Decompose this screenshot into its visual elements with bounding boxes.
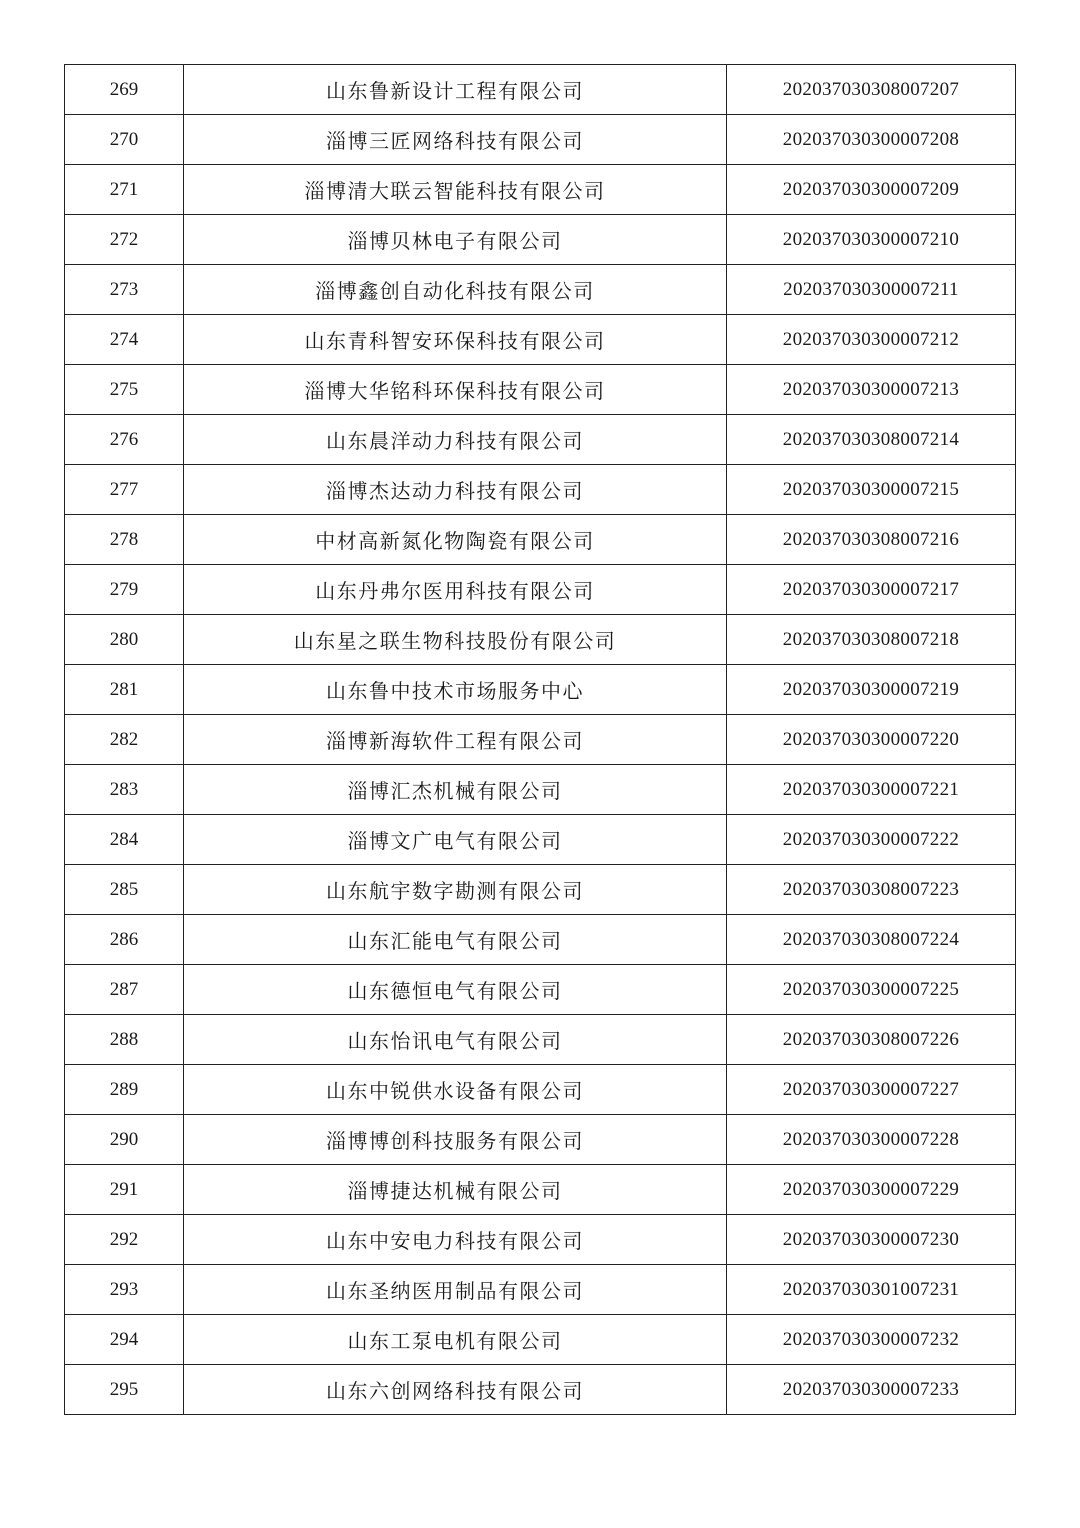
table-row [65, 415, 1016, 465]
table-row [65, 1265, 1016, 1315]
table-row [65, 1365, 1016, 1415]
registration-code: 202037030300007228 [727, 1115, 1016, 1165]
company-name: 山东晨洋动力科技有限公司 [184, 415, 727, 465]
table-row [65, 165, 1016, 215]
registration-code: 202037030300007220 [727, 715, 1016, 765]
company-name: 山东青科智安环保科技有限公司 [184, 315, 727, 365]
registration-code: 202037030308007207 [727, 65, 1016, 115]
registration-code: 202037030308007216 [727, 515, 1016, 565]
registration-code: 202037030300007227 [727, 1065, 1016, 1115]
row-number: 270 [65, 115, 184, 165]
registration-code: 202037030300007213 [727, 365, 1016, 415]
registration-code: 202037030301007231 [727, 1265, 1016, 1315]
table-row [65, 815, 1016, 865]
row-number: 291 [65, 1165, 184, 1215]
table-row [65, 315, 1016, 365]
table-row [65, 1165, 1016, 1215]
company-name: 淄博博创科技服务有限公司 [184, 1115, 727, 1165]
registration-code: 202037030300007217 [727, 565, 1016, 615]
company-name: 山东中安电力科技有限公司 [184, 1215, 727, 1265]
row-number: 274 [65, 315, 184, 365]
registration-code: 202037030300007215 [727, 465, 1016, 515]
registration-code: 202037030300007233 [727, 1365, 1016, 1415]
row-number: 276 [65, 415, 184, 465]
row-number: 290 [65, 1115, 184, 1165]
company-name: 山东怡讯电气有限公司 [184, 1015, 727, 1065]
table-row [65, 715, 1016, 765]
row-number: 281 [65, 665, 184, 715]
table-row [65, 65, 1016, 115]
registration-code: 202037030300007221 [727, 765, 1016, 815]
registration-code: 202037030300007212 [727, 315, 1016, 365]
registration-code: 202037030300007208 [727, 115, 1016, 165]
table-row [65, 1115, 1016, 1165]
registration-code: 202037030300007211 [727, 265, 1016, 315]
table-row [65, 965, 1016, 1015]
table-row [65, 565, 1016, 615]
row-number: 275 [65, 365, 184, 415]
row-number: 287 [65, 965, 184, 1015]
row-number: 294 [65, 1315, 184, 1365]
row-number: 289 [65, 1065, 184, 1115]
company-name: 淄博鑫创自动化科技有限公司 [184, 265, 727, 315]
table-row [65, 615, 1016, 665]
company-name: 淄博三匠网络科技有限公司 [184, 115, 727, 165]
company-name: 中材高新氮化物陶瓷有限公司 [184, 515, 727, 565]
company-name: 山东鲁新设计工程有限公司 [184, 65, 727, 115]
table-row [65, 515, 1016, 565]
company-registry-table [64, 64, 1016, 1415]
table-row [65, 1015, 1016, 1065]
row-number: 288 [65, 1015, 184, 1065]
row-number: 283 [65, 765, 184, 815]
registration-code: 202037030308007226 [727, 1015, 1016, 1065]
row-number: 273 [65, 265, 184, 315]
company-name: 淄博杰达动力科技有限公司 [184, 465, 727, 515]
registration-code: 202037030300007229 [727, 1165, 1016, 1215]
company-name: 山东德恒电气有限公司 [184, 965, 727, 1015]
row-number: 285 [65, 865, 184, 915]
company-name: 淄博汇杰机械有限公司 [184, 765, 727, 815]
registration-code: 202037030300007219 [727, 665, 1016, 715]
company-name: 山东六创网络科技有限公司 [184, 1365, 727, 1415]
registration-code: 202037030308007224 [727, 915, 1016, 965]
row-number: 293 [65, 1265, 184, 1315]
registration-code: 202037030308007218 [727, 615, 1016, 665]
row-number: 277 [65, 465, 184, 515]
company-name: 淄博新海软件工程有限公司 [184, 715, 727, 765]
company-name: 山东星之联生物科技股份有限公司 [184, 615, 727, 665]
table-row [65, 215, 1016, 265]
row-number: 282 [65, 715, 184, 765]
row-number: 279 [65, 565, 184, 615]
table-row [65, 365, 1016, 415]
registration-code: 202037030300007225 [727, 965, 1016, 1015]
company-name: 山东中锐供水设备有限公司 [184, 1065, 727, 1115]
company-name: 山东丹弗尔医用科技有限公司 [184, 565, 727, 615]
row-number: 286 [65, 915, 184, 965]
company-name: 山东圣纳医用制品有限公司 [184, 1265, 727, 1315]
table-row [65, 865, 1016, 915]
row-number: 280 [65, 615, 184, 665]
registration-code: 202037030300007232 [727, 1315, 1016, 1365]
table-row [65, 115, 1016, 165]
registration-code: 202037030308007214 [727, 415, 1016, 465]
table-row [65, 465, 1016, 515]
table-row [65, 1215, 1016, 1265]
company-name: 淄博清大联云智能科技有限公司 [184, 165, 727, 215]
row-number: 292 [65, 1215, 184, 1265]
company-name: 淄博文广电气有限公司 [184, 815, 727, 865]
row-number: 271 [65, 165, 184, 215]
company-name: 山东汇能电气有限公司 [184, 915, 727, 965]
table-row [65, 915, 1016, 965]
registration-code: 202037030300007222 [727, 815, 1016, 865]
table-row [65, 1315, 1016, 1365]
registration-code: 202037030300007209 [727, 165, 1016, 215]
company-name: 山东工泵电机有限公司 [184, 1315, 727, 1365]
registration-code: 202037030300007230 [727, 1215, 1016, 1265]
table-row [65, 665, 1016, 715]
row-number: 284 [65, 815, 184, 865]
row-number: 295 [65, 1365, 184, 1415]
company-name: 山东鲁中技术市场服务中心 [184, 665, 727, 715]
table-body [65, 65, 1016, 1415]
company-name: 淄博贝林电子有限公司 [184, 215, 727, 265]
company-name: 淄博大华铭科环保科技有限公司 [184, 365, 727, 415]
company-name: 淄博捷达机械有限公司 [184, 1165, 727, 1215]
registration-code: 202037030300007210 [727, 215, 1016, 265]
registration-code: 202037030308007223 [727, 865, 1016, 915]
company-name: 山东航宇数字勘测有限公司 [184, 865, 727, 915]
table-row [65, 765, 1016, 815]
row-number: 278 [65, 515, 184, 565]
table-row [65, 1065, 1016, 1115]
row-number: 272 [65, 215, 184, 265]
row-number: 269 [65, 65, 184, 115]
table-row [65, 265, 1016, 315]
